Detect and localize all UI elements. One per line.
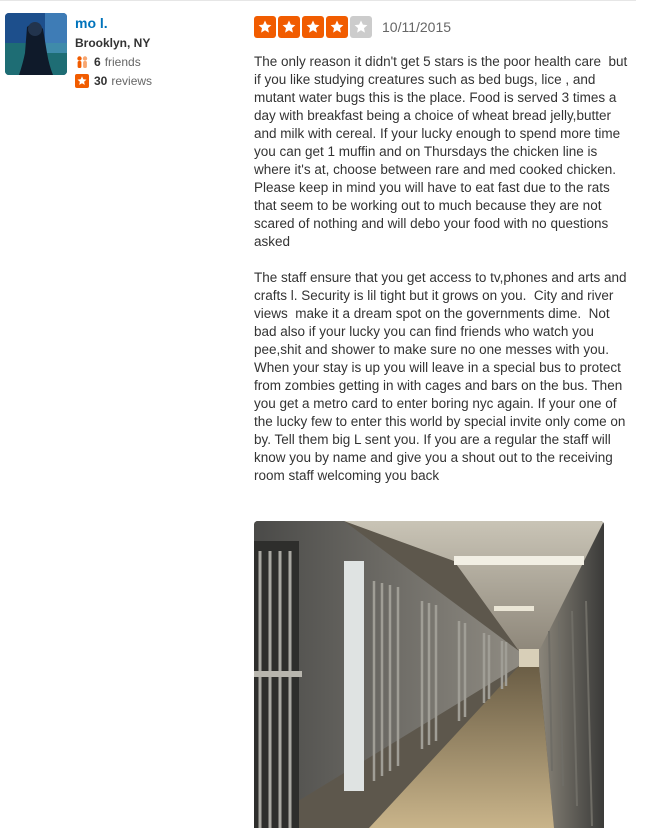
star-icon: [302, 16, 324, 38]
review-paragraph-1: The only reason it didn't get 5 stars is the poor health care but if you like studying creatures such as bed bugs, lice , and mutant water bugs this is the place. Food is served 3 times a day with breakfast being a choice of wheat bread jelly,butter and milk with cereal. If your lucky enough to spend more time you can get 1 muffin and on Thursdays the chicken line is where it's at, choose between rare and med cooked chicken. Please keep in mind you will have to eat fast due to the rats that seem to be working out to much because they are not scared of nothing and will debo your food with no questions asked: [254, 54, 632, 249]
review-paragraph-2: The staff ensure that you get access to tv,phones and arts and crafts l. Security is lil tight but it grows on you. City and river views make it a dream spot on the governments dime. Not bad also if your lucky you can find friends who watch you pee,shit and shower to make sure no one messes with you. When your stay is up you will leave in a special bus to protect from zombies getting in with cages and bars on the bus. Then you get a metro card to enter boring nyc again. If your one of the lucky few to enter this world by special invite only come on by. Tell them big L sent you. If you are a regular the staff will know you by name and give you a shout out to the receiving room staff welcoming you back: [254, 270, 631, 483]
user-avatar[interactable]: [5, 13, 67, 75]
top-divider: [0, 0, 636, 1]
user-details: [75, 15, 195, 89]
user-location: Brooklyn, NY: [75, 36, 151, 50]
rating-row: [254, 15, 634, 39]
star-icon: [254, 16, 276, 38]
user-name-link[interactable]: mo l.: [75, 15, 108, 31]
jail-corridor-photo: [254, 521, 604, 828]
review-photo[interactable]: [254, 521, 604, 828]
reviews-stat: [75, 73, 195, 89]
review-text: [254, 53, 632, 485]
star-icon: [278, 16, 300, 38]
star-icon: [326, 16, 348, 38]
review-star-icon: [75, 74, 89, 88]
user-photo-icon: [5, 13, 67, 75]
review-content: [254, 15, 634, 503]
friends-icon: [75, 55, 89, 69]
friends-label: friends: [104, 55, 141, 69]
star-icon: [350, 16, 372, 38]
review-date: 10/11/2015: [382, 19, 452, 35]
friends-stat: [75, 54, 195, 70]
friends-count: 6: [94, 55, 101, 69]
star-rating: [254, 16, 374, 38]
reviews-label: reviews: [111, 74, 153, 88]
reviews-count: 30: [94, 74, 108, 88]
